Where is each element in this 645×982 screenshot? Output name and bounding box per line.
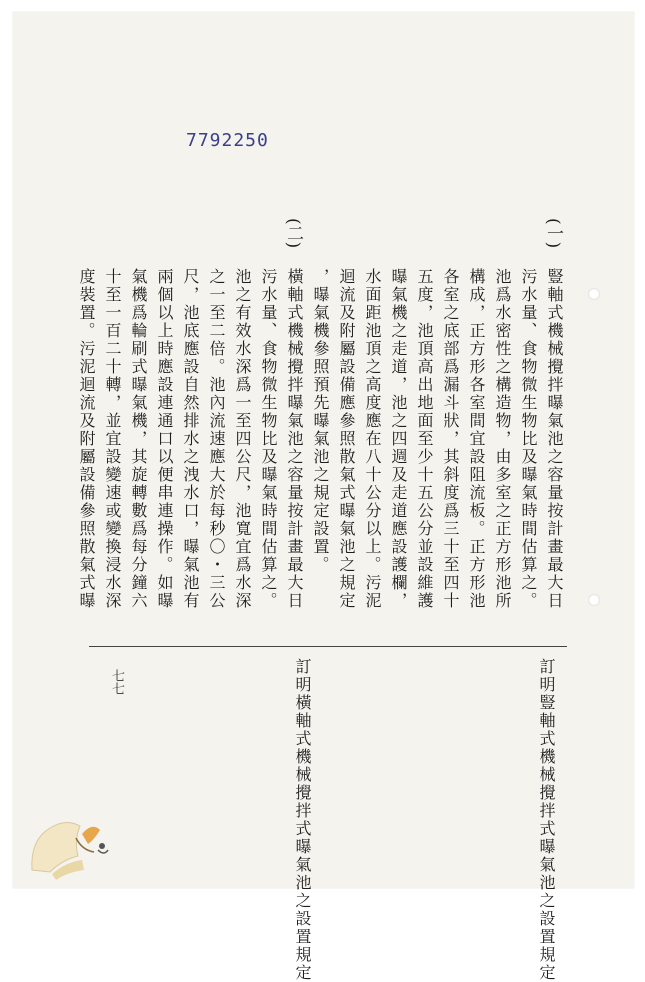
section2-line-8: 十至一百二十轉，並宜設變速或變換浸水深 [103, 268, 122, 610]
section2-line-4: 之一至二倍。池內流速應大於每秒〇・三公 [207, 268, 226, 610]
section2-line-6: 兩個以上時應設連通口以便串連操作。如曝 [155, 268, 174, 610]
section2-line-2: 污水量、食物微生物比及曝氣時間估算之。 [259, 268, 278, 610]
section1-marker: (一) [543, 218, 563, 249]
section1-line-4: 構成，正方形各室間宜設阻流板。正方形池 [467, 268, 486, 610]
page-number: 七七 [109, 669, 124, 695]
section2-line-5: 尺，池底應設自然排水之洩水口，曝氣池有 [181, 268, 200, 610]
section1-line-2: 污水量、食物微生物比及曝氣時間估算之。 [519, 268, 538, 610]
punch-hole-bottom [588, 594, 600, 606]
horizontal-divider [89, 646, 567, 647]
section2-line-3: 池之有效水深爲一至四公尺，池寬宜爲水深 [233, 268, 252, 610]
section2-line-1: 橫軸式機械攪拌曝氣池之容量按計畫最大日 [285, 268, 304, 610]
stamp-number: 7792250 [186, 130, 269, 151]
punch-hole-top [588, 288, 600, 300]
section1-line-9: 迴流及附屬設備應參照散氣式曝氣池之規定 [337, 268, 356, 610]
library-logo-icon [22, 800, 118, 884]
section1-line-7: 曝氣機之走道，池之四週及走道應設護欄， [389, 268, 408, 610]
section1-line-5: 各室之底部爲漏斗狀，其斜度爲三十至四十 [441, 268, 460, 610]
section2-line-9: 度裝置。污泥迴流及附屬設備參照散氣式曝 [77, 268, 96, 610]
section2-note: 訂明橫軸式機械攪拌式曝氣池之設置規定 [293, 658, 312, 982]
document-page [13, 12, 634, 982]
section1-line-10: ，曝氣機參照預先曝氣池之規定設置。 [311, 268, 330, 574]
section1-line-6: 五度，池頂高出地面至少十五公分並設維護 [415, 268, 434, 610]
section1-line-8: 水面距池頂之高度應在八十公分以上。污泥 [363, 268, 382, 610]
section2-marker: (二) [283, 218, 303, 249]
section2-line-7: 氣機爲輪刷式曝氣機，其旋轉數爲每分鐘六 [129, 268, 148, 610]
section1-note: 訂明豎軸式機械攪拌式曝氣池之設置規定 [537, 658, 556, 982]
section1-line-1: 豎軸式機械攪拌曝氣池之容量按計畫最大日 [545, 268, 564, 610]
section1-line-3: 池爲水密性之構造物，由多室之正方形池所 [493, 268, 512, 610]
